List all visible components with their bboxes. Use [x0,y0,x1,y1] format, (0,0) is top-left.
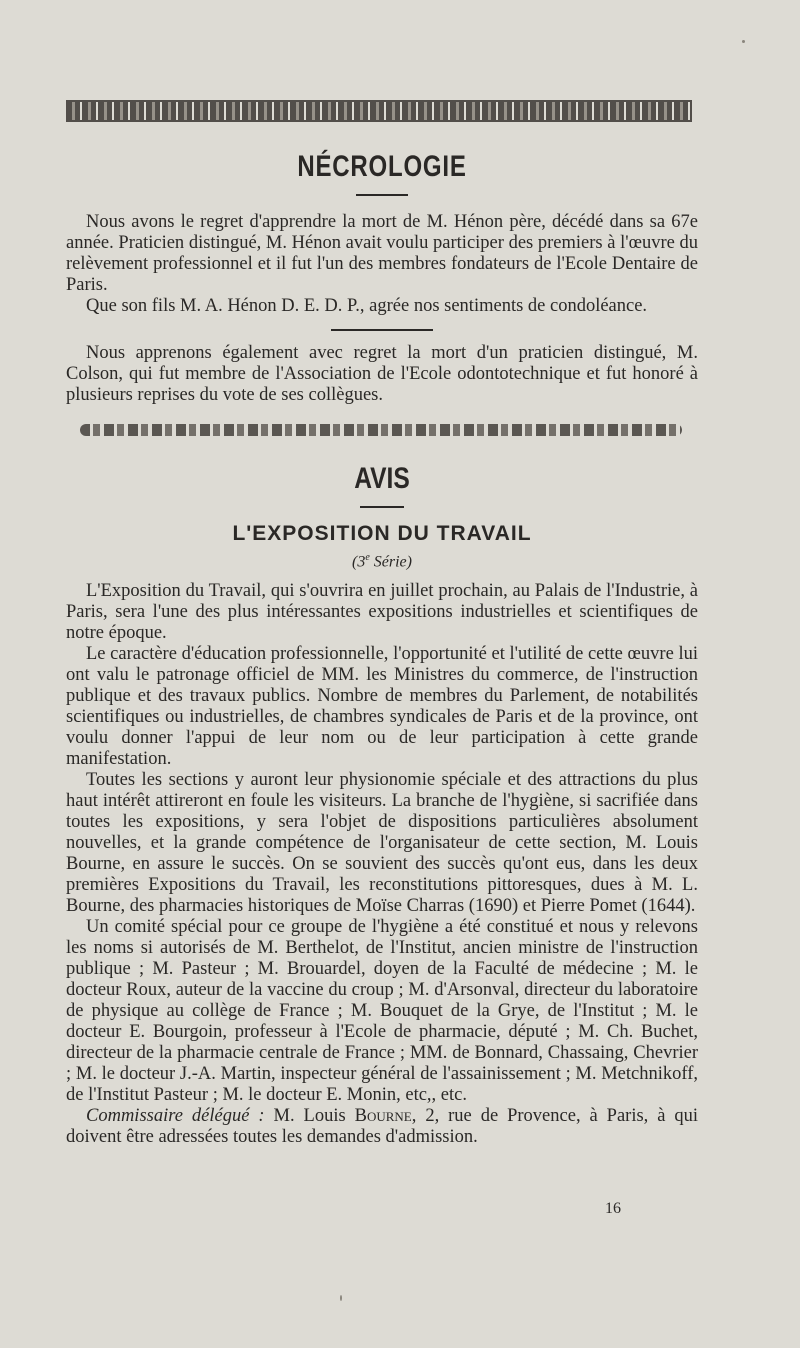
commissaire-paragraph [66,1106,698,1148]
necrologie-section [66,212,698,406]
avis-paragraph-3: Toutes les sections y auront leur physionomie spéciale et des attractions du plus haut intérêt attireront en foule les visiteurs. La branche de l'hygiène, si sacrifiée dans toutes les expositions, y sera l'objet de dispositions particulières absolument nouvelles, et la grande compétence de l'organisateur de cette section, M. Louis Bourne, en assure le succès. On se souvient des succès qu'ont eus, dans les deux premières Expositions du Travail, les reconstitutions pittoresques, dues à M. L. Bourne, des pharmacies historiques de Moïse Charras (1690) et Pierre Pomet (1644). [66,770,698,917]
page-number: 16 [605,1200,621,1217]
middle-ornament-band [80,424,682,436]
avis-paragraph-2: Le caractère d'éducation professionnelle, l'opportunité et l'utilité de cette œuvre lui ont valu le patronage officiel de MM. les Ministres du commerce, de l'instruction publique et des travaux publics. Nombre de membres du Parlement, de notabilités scientifiques ou industrielles, de chambres syndicales de Paris et de la province, ont voulu donner l'appui de leur nom ou de leur participation à cette grande manifestation. [66,644,698,770]
title-rule [356,194,408,196]
page-content [66,100,698,1148]
paper-speck [340,1295,342,1301]
avis-title: AVIS [354,462,410,495]
avis-rule [360,506,404,508]
avis-section [66,581,698,1148]
series-label: (3e Série) [352,552,412,571]
commissaire-name: Bourne [354,1106,412,1127]
commissaire-label: Commissaire délégué : [86,1106,265,1127]
avis-paragraph-4: Un comité spécial pour ce groupe de l'hygiène a été constitué et nous y relevons les noms si autorisés de M. Berthelot, de l'Institut, ancien ministre de l'instruction publique ; M. Pasteur ; M. Brouardel, doyen de la Faculté de médecine ; M. le docteur Roux, auteur de la vaccine du croup ; M. d'Arsonval, directeur du laboratoire de physique au collège de France ; M. Bouquet de la Grye, de l'Institut ; M. le docteur E. Bourgoin, professeur à l'Ecole de pharmacie, député ; M. Ch. Buchet, directeur de la pharmacie centrale de France ; MM. de Bonnard, Chassaing, Chevrier ; M. le docteur J.-A. Martin, inspecteur général de l'assainissement ; M. Metchnikoff, de l'Institut Pasteur ; M. le docteur E. Monin, etc,, etc. [66,917,698,1106]
top-ornament-band [66,100,692,122]
series-number: 3 [357,553,366,571]
necrologie-title: NÉCROLOGIE [297,150,467,183]
series-superscript: e [365,552,370,563]
commissaire-pre: M. Louis [273,1106,346,1127]
section-rule [331,329,433,331]
exposition-subtitle: L'EXPOSITION DU TRAVAIL [232,522,532,545]
paper-speck [742,40,745,43]
commissaire-rest: , 2, rue de Provence, à Paris, à qui doivent être adressées toutes les demandes d'admission. [66,1106,699,1148]
avis-paragraph-1: L'Exposition du Travail, qui s'ouvrira en juillet prochain, au Palais de l'Industrie, à Paris, sera l'une des plus intéressantes expositions industrielles et scientifiques de notre époque. [66,581,698,644]
necrologie-paragraph-1: Nous avons le regret d'apprendre la mort de M. Hénon père, décédé dans sa 67e année. Praticien distingué, M. Hénon avait voulu participer des premiers à l'œuvre du relèvement professionnel et il fut l'un des membres fondateurs de l'Ecole Dentaire de Paris. [66,212,698,295]
series-word: Série [373,553,407,571]
necrologie-paragraph-3: Nous apprenons également avec regret la mort d'un praticien distingué, M. Colson, qui fut membre de l'Association de l'Ecole odontotechnique et fut honoré à plusieurs reprises du vote de ses collègues. [66,343,698,405]
necrologie-paragraph-2: Que son fils M. A. Hénon D. E. D. P., agrée nos sentiments de condoléance. [86,296,648,316]
